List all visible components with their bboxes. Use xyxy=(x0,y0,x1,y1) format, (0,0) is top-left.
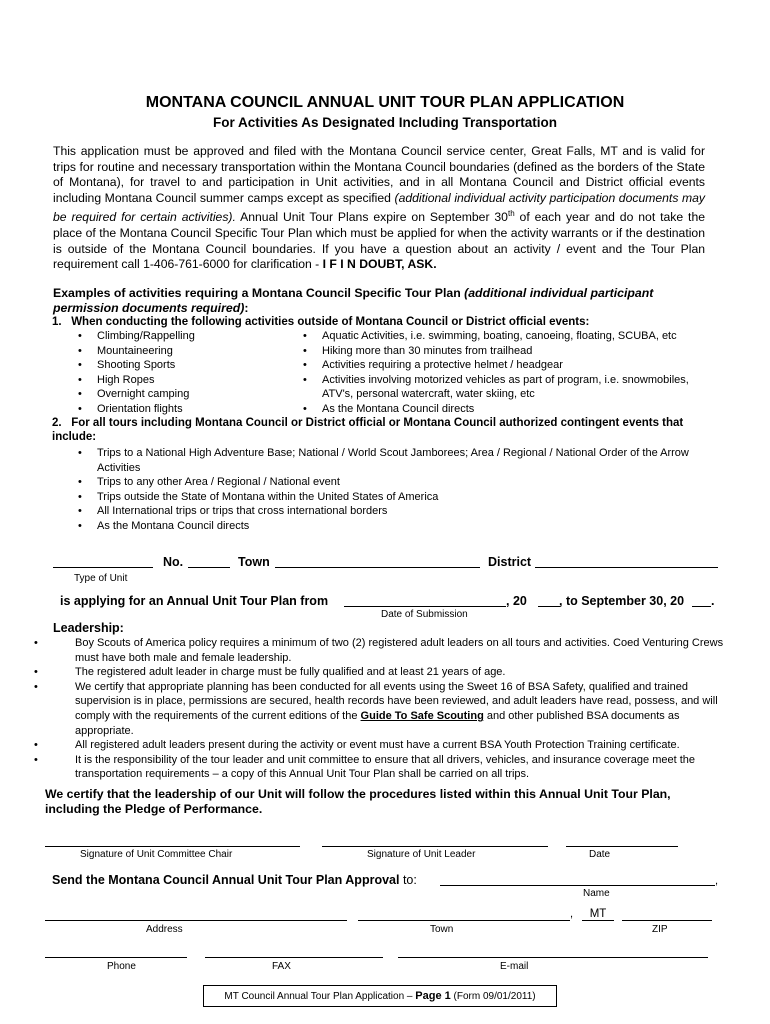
unit-district-field[interactable] xyxy=(535,567,718,568)
list-item: • The registered adult leader in charge must be fully qualified and at least 21 years of age. xyxy=(34,665,734,680)
intro-paragraph xyxy=(53,144,705,273)
certification-statement: We certify that the leadership of our Unit will follow the procedures listed within this Annual Unit Tour Plan, including the Pledge of Performance. xyxy=(45,787,671,816)
list-item xyxy=(34,680,734,738)
phone-caption: Phone xyxy=(107,961,136,972)
applying-end: . xyxy=(711,594,715,608)
page-number: Page 1 xyxy=(415,990,451,1002)
list-item: • As the Montana Council directs xyxy=(300,402,720,417)
activity-list-2 xyxy=(300,329,720,417)
guide-to-safe-scouting-link[interactable]: Guide To Safe Scouting xyxy=(360,709,484,722)
chair-signature-caption: Signature of Unit Committee Chair xyxy=(80,849,233,860)
footer-text: MT Council Annual Tour Plan Application – xyxy=(224,991,416,1002)
zip-field[interactable] xyxy=(622,920,712,921)
leader-signature-caption: Signature of Unit Leader xyxy=(367,849,476,860)
zip-caption: ZIP xyxy=(652,924,668,935)
unit-district-label: District xyxy=(488,555,532,569)
submission-date-field[interactable] xyxy=(344,606,506,607)
section-1-number: 1. xyxy=(52,316,62,328)
year-prefix-label: , 20 xyxy=(506,594,527,608)
town-comma: , xyxy=(570,908,574,920)
state-field[interactable]: MT xyxy=(582,908,614,921)
intro-italic-note: (additional individual activity participation documents may be required for certain activities). xyxy=(53,190,706,225)
list-item: • Trips to any other Area / Regional / National event xyxy=(75,475,695,490)
name-caption: Name xyxy=(583,888,610,899)
start-year-field[interactable] xyxy=(538,606,560,607)
page-title: MONTANA COUNCIL ANNUAL UNIT TOUR PLAN APPLICATION xyxy=(145,94,625,111)
name-comma: , xyxy=(715,875,719,887)
section-1 xyxy=(52,316,589,328)
list-item: • Activities requiring a protective helmet / headgear xyxy=(300,358,720,373)
leadership-heading: Leadership: xyxy=(53,621,124,635)
send-approval-text: Send the Montana Council Annual Unit Tour Plan Approval xyxy=(52,873,400,887)
intro-superscript: th xyxy=(507,209,515,219)
applying-label: is applying for an Annual Unit Tour Plan from xyxy=(60,594,329,608)
type-of-unit-caption: Type of Unit xyxy=(74,573,128,584)
email-field[interactable] xyxy=(398,957,708,958)
list-item: • Boy Scouts of America policy requires a minimum of two (2) registered adult leaders on all tours and activities. Coed Venturing Crews must have both male and female leadership. xyxy=(34,636,734,665)
phone-field[interactable] xyxy=(45,957,187,958)
list-item: • As the Montana Council directs xyxy=(75,519,695,534)
list-item: • Orientation flights xyxy=(75,402,275,417)
send-approval-label xyxy=(52,873,417,887)
list-item: • Overnight camping xyxy=(75,387,275,402)
examples-heading-italic: (additional individual participant permission documents required) xyxy=(53,286,654,315)
intro-text-2: Annual Unit Tour Plans expire on September 30 xyxy=(235,210,508,225)
unit-town-label: Town xyxy=(238,555,270,569)
date-of-submission-caption: Date of Submission xyxy=(381,609,468,620)
committee-chair-signature-field[interactable] xyxy=(45,846,300,847)
list-item: • All International trips or trips that cross international borders xyxy=(75,504,695,519)
fax-caption: FAX xyxy=(272,961,291,972)
town-caption: Town xyxy=(430,924,454,935)
footer-form-date: (Form 09/01/2011) xyxy=(450,991,536,1002)
examples-heading-end: : xyxy=(244,301,249,315)
list-item: • Trips to a National High Adventure Base; National / World Scout Jamborees; Area / Regional / National Order of the Arrow Activities xyxy=(75,446,695,475)
signature-date-field[interactable] xyxy=(566,846,678,847)
unit-type-field[interactable] xyxy=(53,567,153,568)
list-item: • Aquatic Activities, i.e. swimming, boating, canoeing, floating, SCUBA, etc xyxy=(300,329,720,344)
recipient-name-field[interactable] xyxy=(440,885,715,886)
unit-no-label: No. xyxy=(163,555,184,569)
intro-text-1: This application must be approved and filed with the Montana Council service center, Great Falls, MT and is valid for trips for routine and necessary transportation within the Montana Council boundaries (defined as the borders of the State of Montana), for travel to and participation in Unit activities, and in all Montana Council and District official events including Montana Council summer camps except as specified xyxy=(53,144,705,205)
section-2-label: For all tours including Montana Council or District official or Montana Council authorized contingent events that include: xyxy=(52,417,684,443)
unit-town-field[interactable] xyxy=(275,567,480,568)
address-field[interactable] xyxy=(45,920,347,921)
section-2 xyxy=(52,416,717,444)
list-item: • High Ropes xyxy=(75,373,275,388)
list-item: • Hiking more than 30 minutes from trailhead xyxy=(300,344,720,359)
list-item: • Shooting Sports xyxy=(75,358,275,373)
section-2-number: 2. xyxy=(52,417,62,429)
leadership-item-text: We certify that appropriate planning has been conducted for all events using the Sweet 16 of BSA Safety, qualified and trained supervision is in place, permissions are secured, health records have been reviewed, and adult leaders have read, possess, and will comply with the requirements of the current editions of the xyxy=(75,680,718,722)
intro-text-3: of each year and do not take the place of the Montana Council Specific Tour Plan which must be applied for when the activity warrants or if the destination is outside of the Montana Council boundaries. If you have a question about an activity / event and the Tour Plan requirement call 1-406-761-6000 for clarification - xyxy=(53,210,705,272)
date-caption: Date xyxy=(589,849,611,860)
to-september-label: , to September 30, 20 xyxy=(559,594,685,608)
page-footer xyxy=(203,985,557,1007)
leadership-item-end: and other published BSA documents as appropriate. xyxy=(75,709,680,737)
intro-emphasis: I F I N DOUBT, ASK. xyxy=(322,257,437,272)
list-item: • Climbing/Rappelling xyxy=(75,329,275,344)
email-caption: E-mail xyxy=(500,961,529,972)
unit-number-field[interactable] xyxy=(188,567,230,568)
list-item: • It is the responsibility of the tour leader and unit committee to ensure that all drivers, vehicles, and insurance coverage meet the transportation requirements – a copy of this Annual Unit Tour Plan shall be carried on all trips. xyxy=(34,753,734,782)
address-caption: Address xyxy=(146,924,183,935)
section-1-label: When conducting the following activities outside of Montana Council or District official events: xyxy=(71,316,590,328)
leadership-list xyxy=(34,636,734,782)
examples-heading-text: Examples of activities requiring a Montana Council Specific Tour Plan xyxy=(53,286,465,300)
town-field[interactable] xyxy=(358,920,570,921)
unit-leader-signature-field[interactable] xyxy=(322,846,548,847)
tour-list xyxy=(75,446,695,534)
activity-list-1 xyxy=(75,329,275,417)
fax-field[interactable] xyxy=(205,957,383,958)
page-subtitle: For Activities As Designated Including Transportation xyxy=(212,115,558,130)
send-to-text: to: xyxy=(399,873,417,887)
list-item: • Trips outside the State of Montana within the United States of America xyxy=(75,490,695,505)
list-item: • Mountaineering xyxy=(75,344,275,359)
list-item: • Activities involving motorized vehicles as part of program, i.e. snowmobiles, ATV's, personal watercraft, water skiing, etc xyxy=(300,373,720,402)
examples-heading xyxy=(53,286,713,316)
end-year-field[interactable] xyxy=(692,606,711,607)
list-item: • All registered adult leaders present during the activity or event must have a current BSA Youth Protection Training certificate. xyxy=(34,738,734,753)
